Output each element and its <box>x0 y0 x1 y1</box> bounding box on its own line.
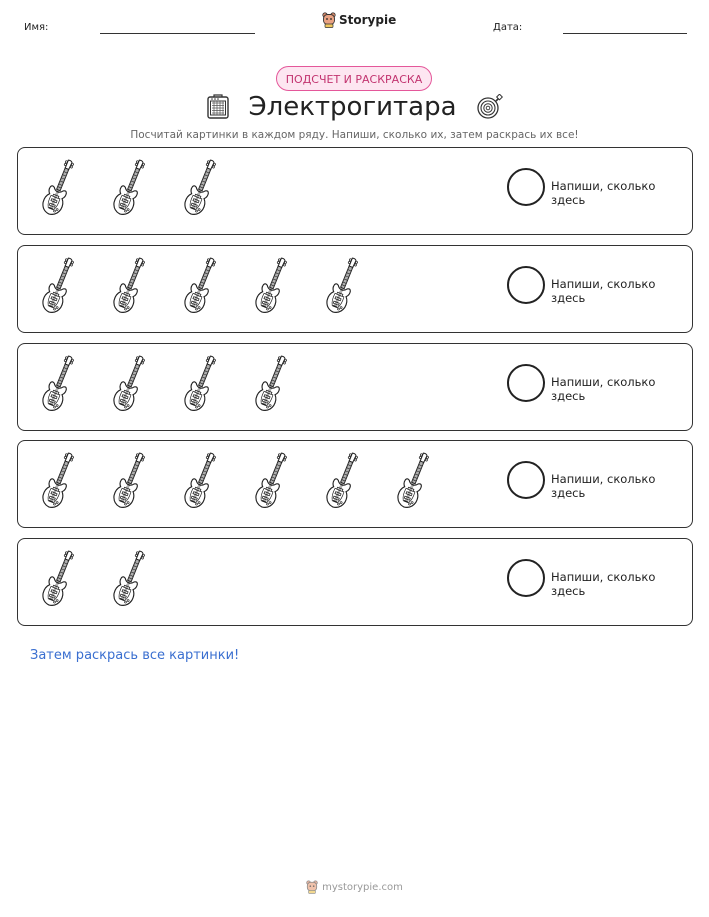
page-title: Электрогитара <box>248 92 457 122</box>
count-row-3 <box>17 343 693 431</box>
title-row <box>0 92 709 122</box>
count-row-5 <box>17 538 693 626</box>
date-label: Дата: <box>493 22 523 33</box>
electric-guitar-icon <box>170 252 233 318</box>
name-label: Имя: <box>24 22 49 33</box>
electric-guitar-icon <box>99 447 162 513</box>
write-count-label: Напиши, сколько здесь <box>551 570 656 598</box>
guitar-group <box>28 154 233 220</box>
guitar-group <box>28 545 162 611</box>
electric-guitar-icon <box>241 350 304 416</box>
guitar-group <box>28 350 304 416</box>
electric-guitar-icon <box>99 252 162 318</box>
answer-circle[interactable] <box>507 168 545 206</box>
electric-guitar-icon <box>170 447 233 513</box>
electric-guitar-icon <box>383 447 446 513</box>
bear-icon <box>306 880 318 894</box>
name-line <box>100 33 255 34</box>
electric-guitar-icon <box>28 447 91 513</box>
electric-guitar-icon <box>241 252 304 318</box>
amplifier-icon <box>206 94 230 120</box>
answer-circle[interactable] <box>507 461 545 499</box>
bear-icon <box>322 12 336 28</box>
electric-guitar-icon <box>241 447 304 513</box>
electric-guitar-icon <box>28 545 91 611</box>
electric-guitar-icon <box>28 252 91 318</box>
write-count-label: Напиши, сколько здесь <box>551 179 656 207</box>
electric-guitar-icon <box>312 447 375 513</box>
write-count-label: Напиши, сколько здесь <box>551 472 656 500</box>
electric-guitar-icon <box>312 252 375 318</box>
color-instruction: Затем раскрась все картинки! <box>30 648 240 663</box>
count-row-1 <box>17 147 693 235</box>
answer-circle[interactable] <box>507 266 545 304</box>
guitar-group <box>28 252 375 318</box>
count-row-4 <box>17 440 693 528</box>
electric-guitar-icon <box>99 350 162 416</box>
date-line <box>563 33 687 34</box>
electric-guitar-icon <box>99 154 162 220</box>
logo-text: Storypie <box>339 13 397 27</box>
answer-circle[interactable] <box>507 364 545 402</box>
electric-guitar-icon <box>170 154 233 220</box>
guitar-cable-icon <box>475 94 503 120</box>
count-row-2 <box>17 245 693 333</box>
instruction: Посчитай картинки в каждом ряду. Напиши, сколько их, затем раскрась их все! <box>130 129 579 141</box>
storypie-logo <box>322 12 396 28</box>
electric-guitar-icon <box>28 154 91 220</box>
write-count-label: Напиши, сколько здесь <box>551 375 656 403</box>
category-tag: ПОДСЧЕТ И РАСКРАСКА <box>276 66 432 91</box>
site-footer <box>0 880 709 894</box>
guitar-group <box>28 447 446 513</box>
write-count-label: Напиши, сколько здесь <box>551 277 656 305</box>
electric-guitar-icon <box>28 350 91 416</box>
electric-guitar-icon <box>99 545 162 611</box>
answer-circle[interactable] <box>507 559 545 597</box>
site-url: mystorypie.com <box>322 881 403 893</box>
electric-guitar-icon <box>170 350 233 416</box>
